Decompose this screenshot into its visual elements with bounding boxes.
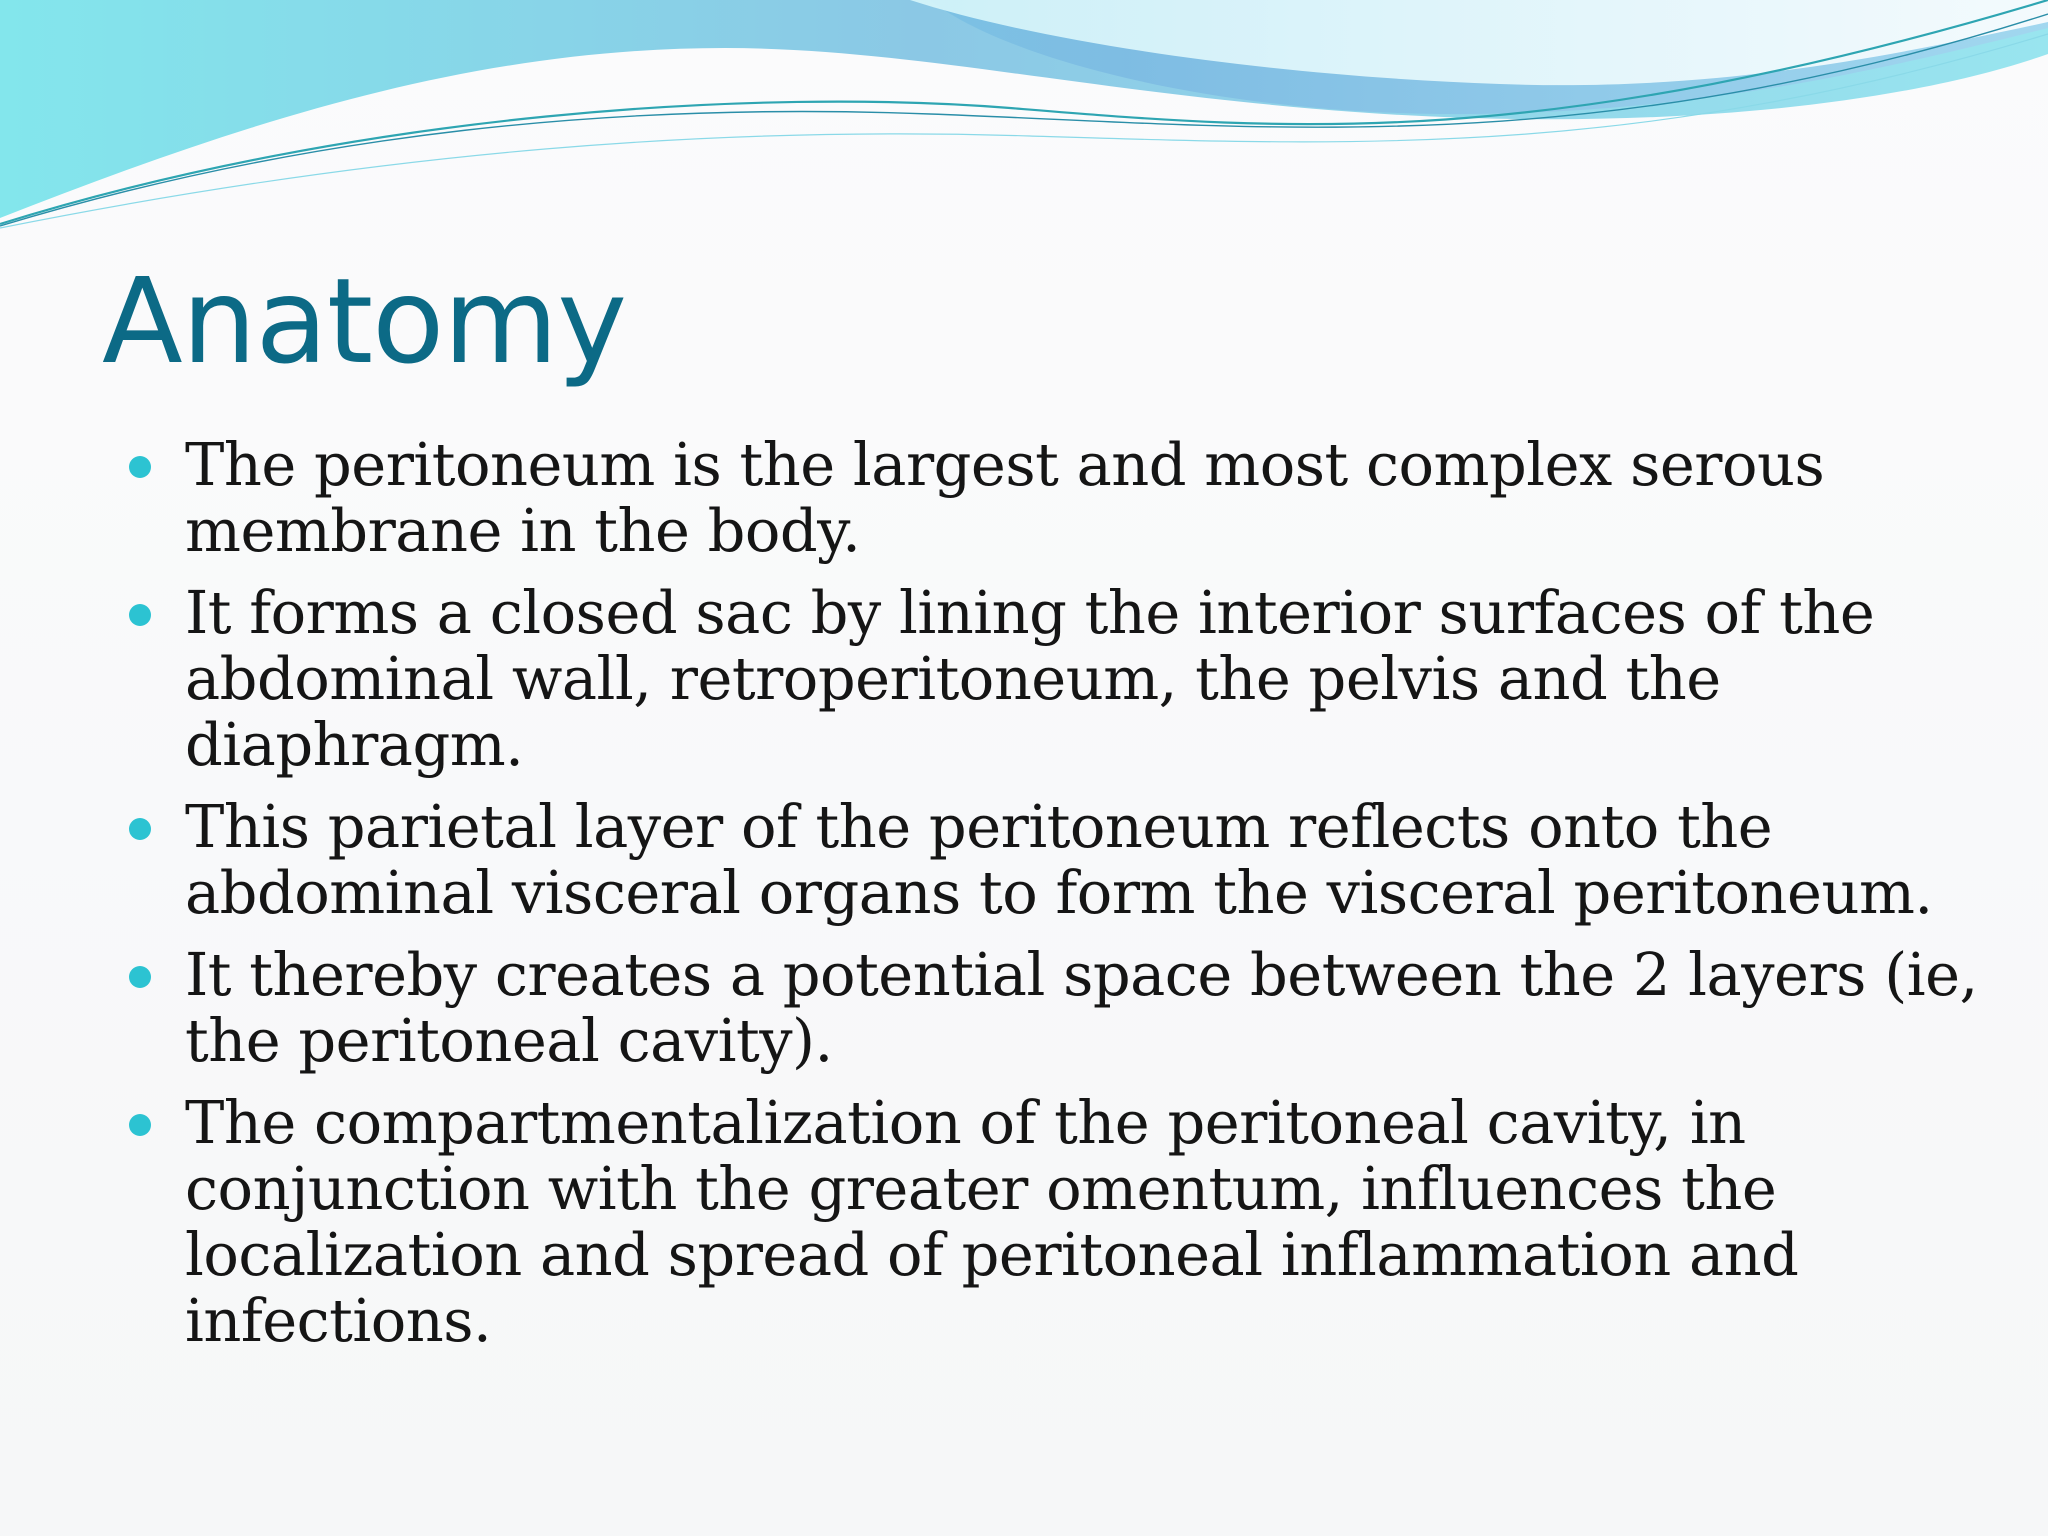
bullet-line: The peritoneum is the largest and most complex serous (185, 430, 1825, 499)
bullet-line: diaphragm. (185, 710, 524, 779)
bullet-line: the peritoneal cavity). (185, 1006, 833, 1075)
bullet-line: abdominal wall, retroperitoneum, the pelvis and the (185, 644, 1721, 713)
bullet-item (126, 580, 2016, 778)
bullet-line: infections. (185, 1286, 492, 1355)
bullet-dot-icon (129, 456, 151, 478)
bullet-line: It forms a closed sac by lining the interior surfaces of the (185, 578, 1875, 647)
bullet-line: conjunction with the greater omentum, influences the (185, 1154, 1777, 1223)
bullet-line: localization and spread of peritoneal inflammation and (185, 1220, 1799, 1289)
bullet-line: abdominal visceral organs to form the visceral peritoneum. (185, 858, 1933, 927)
decorative-wave-header (0, 0, 2048, 240)
bullet-item (126, 794, 2016, 926)
bullet-line: membrane in the body. (185, 496, 861, 565)
bullet-item (126, 1090, 2016, 1354)
bullet-line: This parietal layer of the peritoneum reflects onto the (185, 792, 1773, 861)
bullet-item (126, 942, 2016, 1074)
bullet-item (126, 432, 2016, 564)
bullet-dot-icon (129, 966, 151, 988)
bullet-list (126, 432, 2016, 1370)
bullet-dot-icon (129, 818, 151, 840)
slide-title: Anatomy (102, 252, 627, 390)
bullet-dot-icon (129, 604, 151, 626)
bullet-dot-icon (129, 1114, 151, 1136)
bullet-line: The compartmentalization of the peritoneal cavity, in (185, 1088, 1746, 1157)
bullet-line: It thereby creates a potential space between the 2 layers (ie, (185, 940, 1978, 1009)
